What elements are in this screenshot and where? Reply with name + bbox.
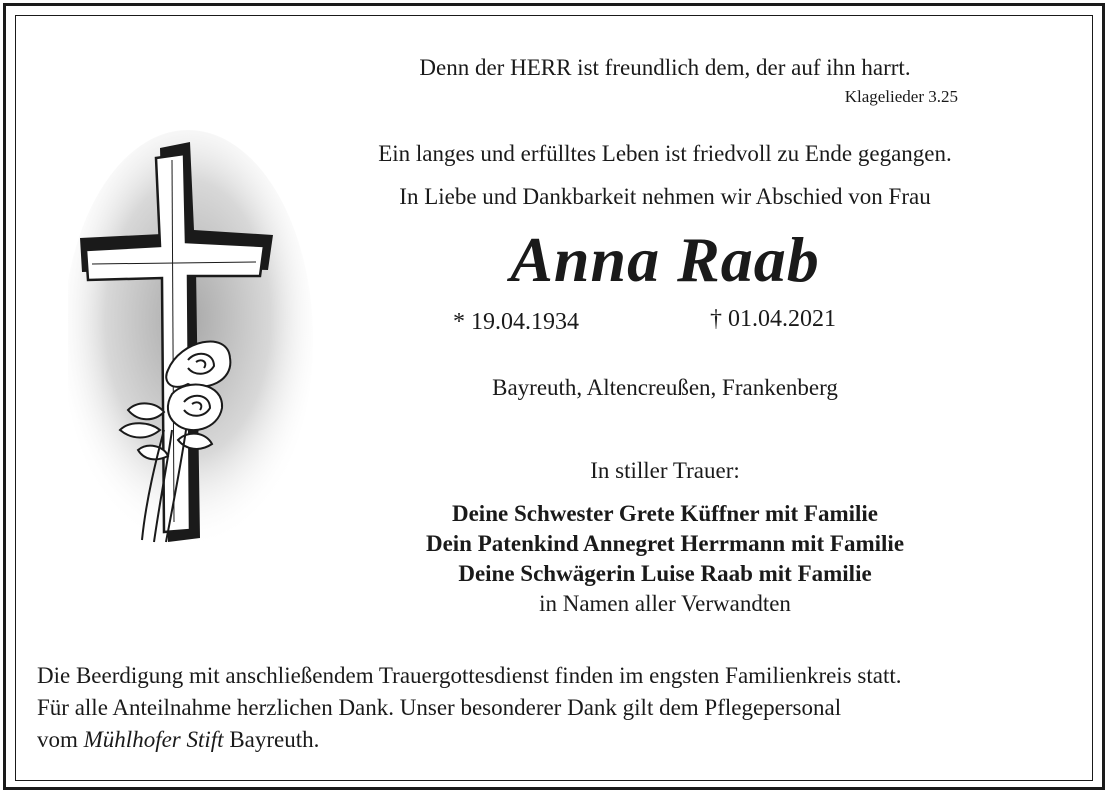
thanks-institution-line <box>37 727 319 753</box>
mourners-heading: In stiller Trauer: <box>590 458 740 483</box>
places: Bayreuth, Altencreußen, Frankenberg <box>492 375 838 400</box>
verse-reference: Klagelieder 3.25 <box>844 87 958 106</box>
mourner-family: Deine Schwester Grete Küffner mit Familie <box>451 501 879 526</box>
death-date: † 01.04.2021 <box>710 306 836 332</box>
thanks-suffix: Bayreuth. <box>223 727 320 752</box>
relatives-line: in Namen aller Verwandten <box>539 591 791 616</box>
birth-date: * 19.04.1934 <box>453 309 579 335</box>
funeral-notice: Die Beerdigung mit anschließendem Trauergottesdienst finden im engsten Familienkreis statt. <box>37 663 902 688</box>
mourner-family: Dein Patenkind Annegret Herrmann mit Familie <box>425 531 905 556</box>
deceased-name: Anna Raab <box>510 224 820 295</box>
intro-line-2: In Liebe und Dankbarkeit nehmen wir Abschied von Frau <box>399 184 931 209</box>
mourner-family: Deine Schwägerin Luise Raab mit Familie <box>458 561 872 586</box>
bible-verse: Denn der HERR ist freundlich dem, der auf ihn harrt. <box>419 55 911 80</box>
thanks-prefix: vom <box>37 727 84 752</box>
intro-line-1: Ein langes und erfülltes Leben ist friedvoll zu Ende gegangen. <box>378 141 952 166</box>
thanks-line: Für alle Anteilnahme herzlichen Dank. Unser besonderer Dank gilt dem Pflegepersonal <box>37 695 842 720</box>
cross-with-roses-icon <box>68 130 318 560</box>
institution-name: Mühlhofer Stift <box>83 727 224 752</box>
